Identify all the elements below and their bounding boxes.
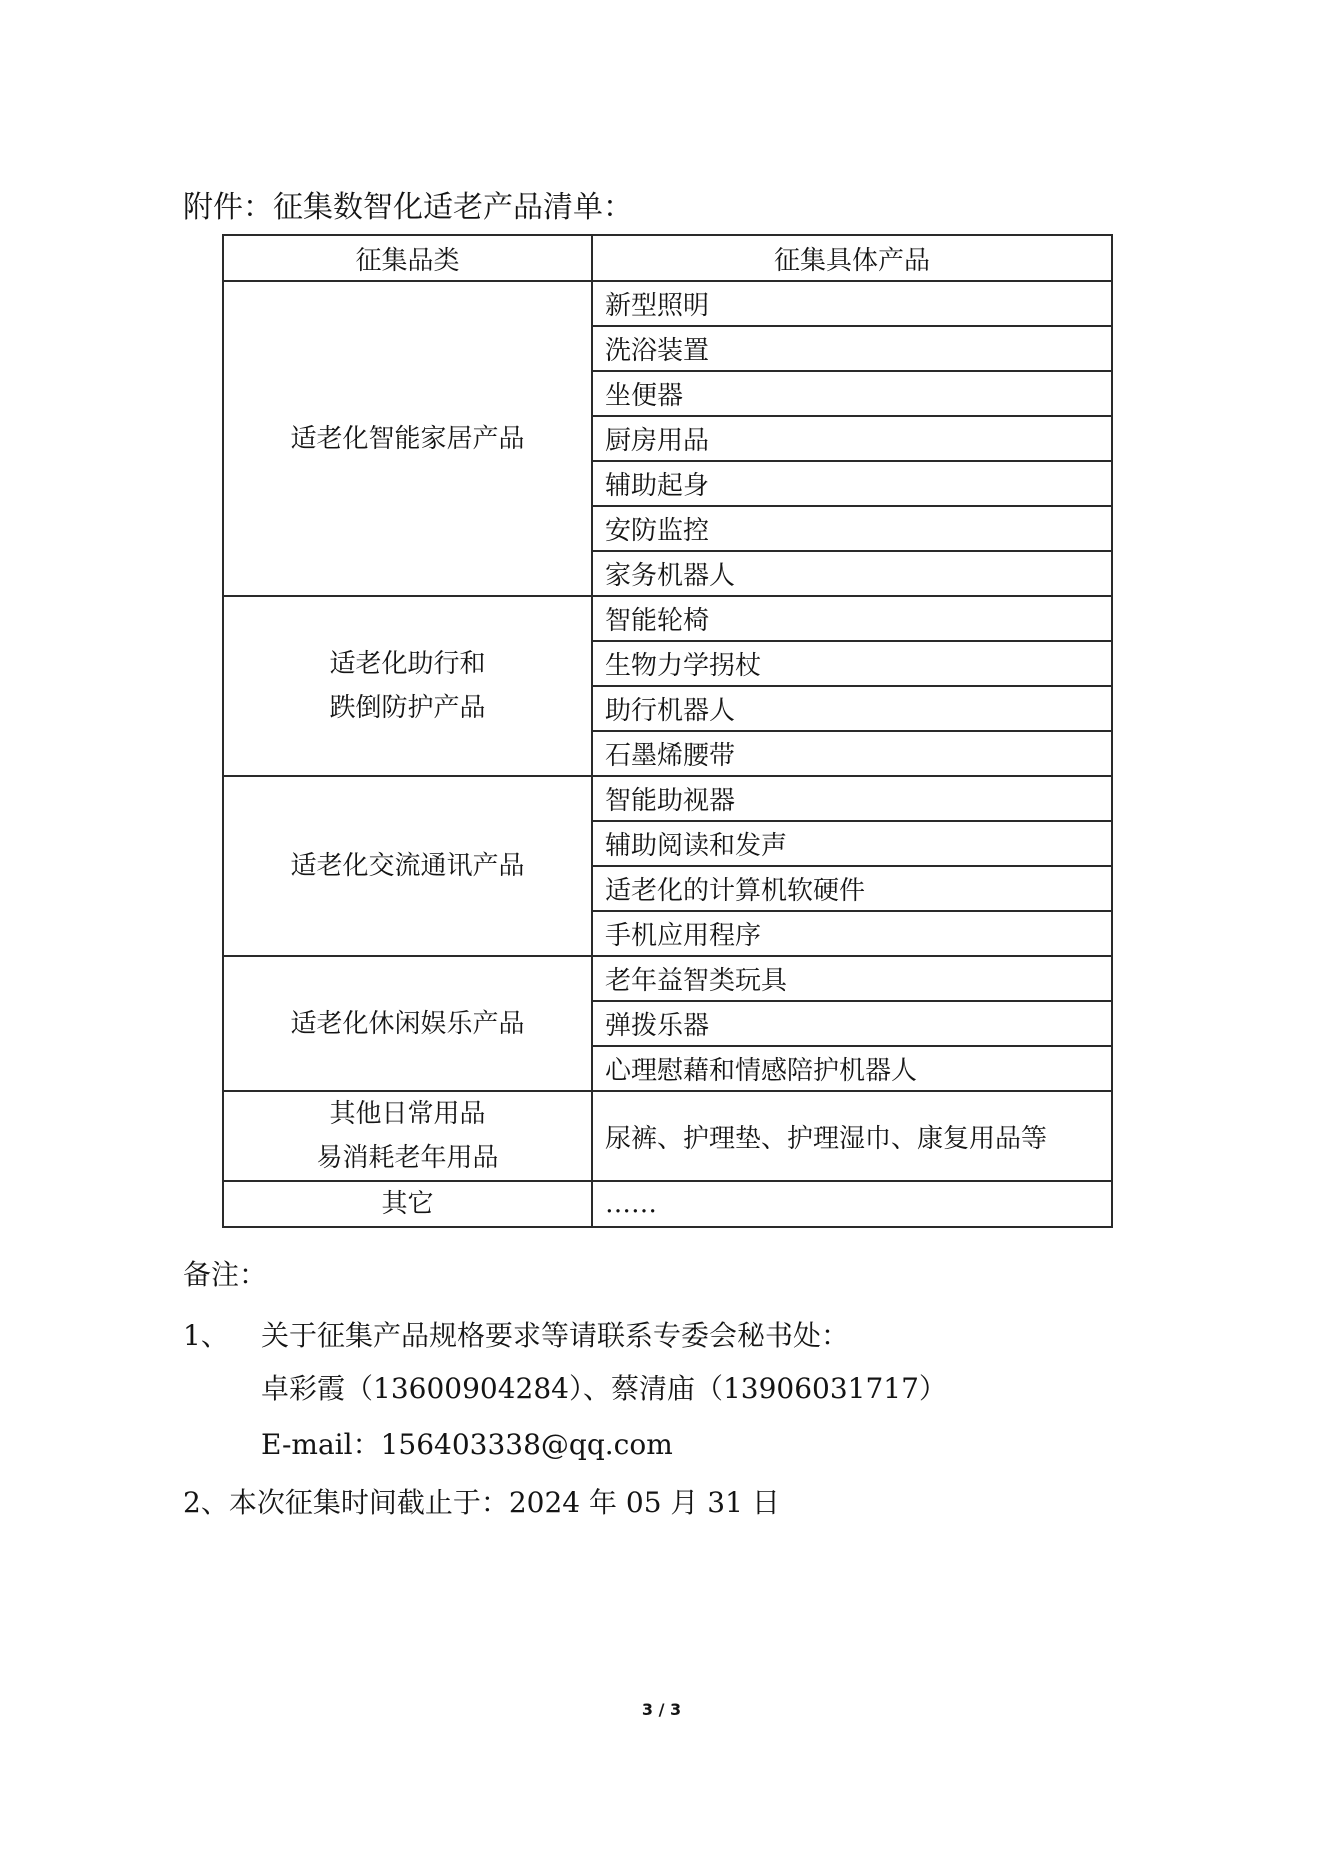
column-header-products: 征集具体产品: [592, 235, 1112, 281]
category-label: 其他日常用品: [329, 1099, 486, 1129]
table-row: [223, 956, 1112, 1001]
category-label: 适老化交流通讯产品: [290, 851, 525, 881]
category-cell: [223, 956, 592, 1091]
product-cell: 厨房用品: [592, 416, 1112, 461]
product-cell: 坐便器: [592, 371, 1112, 416]
product-list-table: [222, 234, 1113, 1228]
table-header-row: [223, 235, 1112, 281]
product-cell: 助行机器人: [592, 686, 1112, 731]
product-cell: 心理慰藉和情感陪护机器人: [592, 1046, 1112, 1091]
remark-2-deadline: 2、本次征集时间截止于：2024 年 05 月 31 日: [183, 1486, 780, 1519]
category-cell: [223, 281, 592, 596]
product-cell: 尿裤、护理垫、护理湿巾、康复用品等: [592, 1091, 1112, 1181]
product-cell: 智能助视器: [592, 776, 1112, 821]
table-row: [223, 596, 1112, 641]
product-cell: 新型照明: [592, 281, 1112, 326]
product-cell: 弹拨乐器: [592, 1001, 1112, 1046]
product-cell: 老年益智类玩具: [592, 956, 1112, 1001]
product-cell: 石墨烯腰带: [592, 731, 1112, 776]
table-row: [223, 1181, 1112, 1227]
attachment-heading: 附件：征集数智化适老产品清单：: [183, 190, 633, 225]
category-label: 适老化助行和: [329, 649, 486, 679]
product-cell: 安防监控: [592, 506, 1112, 551]
product-cell: 洗浴装置: [592, 326, 1112, 371]
product-cell: 适老化的计算机软硬件: [592, 866, 1112, 911]
category-cell: [223, 596, 592, 776]
product-cell: ……: [592, 1181, 1112, 1227]
product-cell: 辅助起身: [592, 461, 1112, 506]
product-cell: 智能轮椅: [592, 596, 1112, 641]
page-number: 3 / 3: [641, 1700, 682, 1719]
category-cell: [223, 776, 592, 956]
category-label: 其它: [381, 1189, 434, 1219]
table-row: [223, 281, 1112, 326]
category-cell: [223, 1091, 592, 1181]
product-cell: 家务机器人: [592, 551, 1112, 596]
product-cell: 生物力学拐杖: [592, 641, 1112, 686]
remark-1-email: E-mail：156403338@qq.com: [261, 1428, 673, 1461]
category-label: 易消耗老年用品: [316, 1143, 499, 1173]
table-row: [223, 1091, 1112, 1181]
remark-1-number: 1、: [183, 1319, 229, 1352]
category-label: 适老化休闲娱乐产品: [290, 1008, 525, 1039]
product-cell: 手机应用程序: [592, 911, 1112, 956]
column-header-category: 征集品类: [223, 235, 592, 281]
remark-1-text: 关于征集产品规格要求等请联系专委会秘书处：: [261, 1319, 850, 1352]
product-cell: 辅助阅读和发声: [592, 821, 1112, 866]
table-row: [223, 776, 1112, 821]
remark-1-contacts: 卓彩霞（13600904284）、蔡清庙（13906031717）: [261, 1372, 947, 1405]
category-cell: [223, 1181, 592, 1227]
remarks-title: 备注：: [183, 1258, 268, 1291]
category-label: 适老化智能家居产品: [290, 423, 525, 454]
category-label: 跌倒防护产品: [329, 693, 486, 723]
